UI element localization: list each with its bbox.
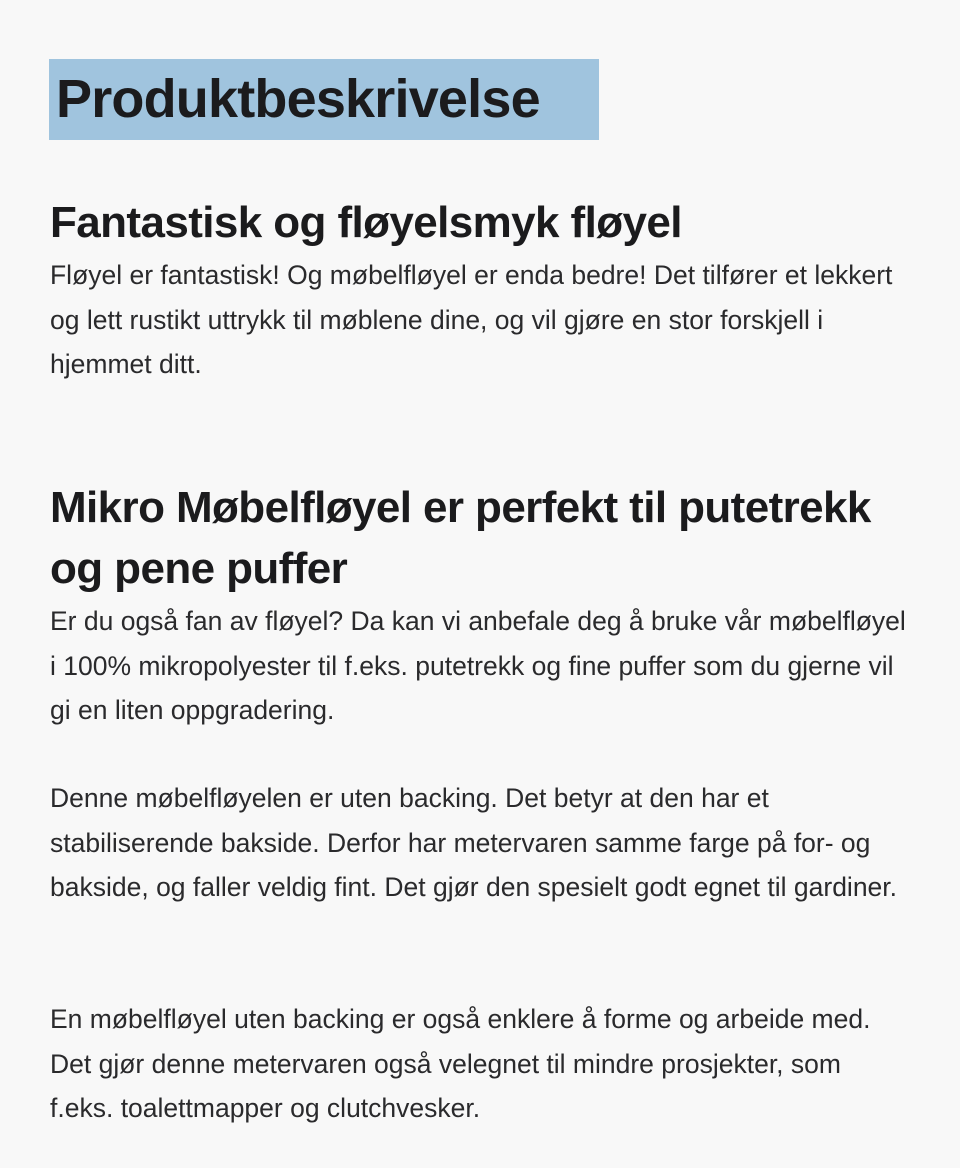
section-paragraph-easier-to-shape: En møbelfløyel uten backing er også enklere å forme og arbeide med. Det gjør denne metervaren også velegnet til mindre prosjekter, som f.eks. toalettmapper og clutchvesker. — [50, 1004, 871, 1123]
section-heading-fantastic-velvet: Fantastisk og fløyelsmyk fløyel — [50, 198, 682, 247]
section-paragraph-fan-of-velvet: Er du også fan av fløyel? Da kan vi anbefale deg å bruke vår møbelfløyel i 100% mikropolyester til f.eks. putetrekk og fine puffer som du gjerne vil gi en liten oppgradering. — [50, 606, 906, 725]
page-title: Produktbeskrivelse — [49, 59, 599, 140]
section-paragraph-no-backing: Denne møbelfløyelen er uten backing. Det betyr at den har et stabiliserende bakside. Derfor har metervaren samme farge på for- og bakside, og faller veldig fint. Det gjør den spesielt godt egnet til gardiner. — [50, 783, 898, 902]
section-paragraph-intro: Fløyel er fantastisk! Og møbelfløyel er enda bedre! Det tilfører et lekkert og lett rustikt uttrykk til møblene dine, og vil gjøre en stor forskjell i hjemmet ditt. — [50, 260, 893, 379]
section-heading-micro-velvet: Mikro Møbelfløyel er perfekt til putetrekk og pene puffer — [50, 483, 871, 593]
